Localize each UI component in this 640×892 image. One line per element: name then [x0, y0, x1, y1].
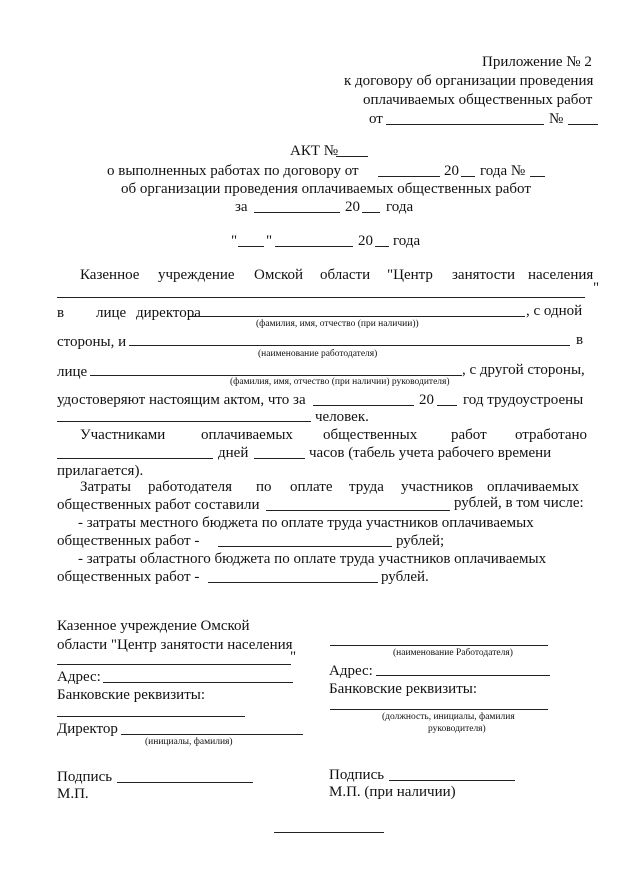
- right-address-blank[interactable]: [376, 675, 550, 676]
- period-blank[interactable]: [313, 405, 414, 406]
- right-signature-label: Подпись: [329, 767, 385, 783]
- left-bank-blank[interactable]: [57, 716, 245, 717]
- date-year-prefix: 20: [358, 233, 373, 249]
- note-fio-head: (фамилия, имя, отчество (при наличии) руководителя): [230, 377, 450, 387]
- p14: - затраты областного бюджета по оплате труда участников оплачиваемых: [78, 551, 547, 567]
- p6-persons: человек.: [315, 409, 369, 425]
- right-bank-blank[interactable]: [330, 709, 548, 710]
- regional-budget-blank[interactable]: [208, 582, 378, 583]
- act-contract-year-blank[interactable]: [461, 176, 475, 177]
- act-period-year-blank[interactable]: [362, 212, 380, 213]
- p1-quote: ": [593, 280, 600, 296]
- left-org-line-1: Казенное учреждение Омской: [57, 618, 250, 634]
- act-period-blank[interactable]: [254, 212, 340, 213]
- p1-word-2: учреждение: [158, 267, 235, 283]
- p10-word-2: работодателя: [148, 479, 233, 495]
- p1-word-5: "Центр: [387, 267, 433, 283]
- hours-blank[interactable]: [254, 458, 305, 459]
- note-employer: (наименование работодателя): [258, 349, 378, 359]
- left-org-quote: ": [290, 649, 297, 665]
- p9: прилагается).: [57, 463, 144, 479]
- p1-word-3: Омской: [254, 267, 304, 283]
- p10-word-7: оплачиваемых: [487, 479, 579, 495]
- p10-word-5: труда: [349, 479, 384, 495]
- left-org-line-2: области "Центр занятости населения: [57, 637, 293, 653]
- closing-divider: [274, 832, 384, 833]
- act-title: АКТ №: [290, 143, 339, 159]
- date-year-blank[interactable]: [375, 246, 389, 247]
- p7-word-4: работ: [451, 427, 487, 443]
- days-blank[interactable]: [57, 458, 213, 459]
- p1-word-6: занятости: [452, 267, 515, 283]
- p11-start: общественных работ составили: [57, 497, 260, 513]
- right-address-label: Адрес:: [329, 663, 373, 679]
- p12: - затраты местного бюджета по оплате труда участников оплачиваемых: [78, 515, 534, 531]
- left-org-blank[interactable]: [57, 664, 291, 665]
- p13-end: рублей;: [396, 533, 445, 549]
- p10-word-1: Затраты: [80, 479, 131, 495]
- appendix-contract-ref: к договору об организации проведения: [344, 73, 594, 89]
- right-signature-blank[interactable]: [389, 780, 515, 781]
- local-budget-blank[interactable]: [218, 546, 392, 547]
- left-stamp: М.П.: [57, 786, 89, 802]
- p2-face: лице: [96, 305, 127, 321]
- p3-end: в: [576, 332, 584, 348]
- right-bank-label: Банковские реквизиты:: [329, 681, 478, 697]
- center-name-blank[interactable]: [57, 297, 585, 298]
- appendix-date-blank[interactable]: [386, 124, 544, 125]
- p4-start: лице: [57, 364, 88, 380]
- p2-director: директора: [136, 305, 201, 321]
- appendix-number-blank[interactable]: [568, 124, 598, 125]
- right-stamp: М.П. (при наличии): [329, 784, 456, 800]
- p10-word-4: оплате: [290, 479, 333, 495]
- p1-word-4: области: [320, 267, 371, 283]
- act-contract-line-start: о выполненных работах по договору от: [107, 163, 359, 179]
- employer-head-blank[interactable]: [90, 375, 462, 376]
- act-contract-number-blank[interactable]: [530, 176, 545, 177]
- left-note-initials: (инициалы, фамилия): [145, 737, 233, 747]
- p7-word-3: общественных: [323, 427, 418, 443]
- p5-year-prefix: 20: [419, 392, 434, 408]
- persons-count-blank[interactable]: [57, 421, 311, 422]
- act-period-year-prefix: 20: [345, 199, 360, 215]
- p5-start: удостоверяют настоящим актом, что за: [57, 392, 306, 408]
- act-contract-year-word: года №: [480, 163, 526, 179]
- date-quote-close: ": [266, 233, 273, 249]
- employer-name-blank[interactable]: [129, 345, 570, 346]
- p5-end: год трудоустроены: [463, 392, 584, 408]
- p11-end: рублей, в том числе:: [454, 495, 584, 511]
- date-month-blank[interactable]: [275, 246, 353, 247]
- p1-word-1: Казенное: [80, 267, 140, 283]
- date-year-word: года: [393, 233, 421, 249]
- right-note-position-1: (должность, инициалы, фамилия: [382, 712, 515, 722]
- act-subject-line: об организации проведения оплачиваемых общественных работ: [121, 181, 531, 197]
- right-note-employer: (наименование Работодателя): [393, 648, 513, 658]
- p15-end: рублей.: [381, 569, 429, 585]
- p7-word-5: отработано: [515, 427, 588, 443]
- p13-start: общественных работ -: [57, 533, 200, 549]
- appendix-from-label: от: [369, 111, 383, 127]
- act-contract-date-blank[interactable]: [378, 176, 440, 177]
- p10-word-3: по: [256, 479, 272, 495]
- director-name-blank[interactable]: [189, 316, 525, 317]
- p7-word-2: оплачиваемых: [201, 427, 293, 443]
- p2-end: , с одной: [526, 303, 583, 319]
- p3-start: стороны, и: [57, 334, 127, 350]
- p4-end: , с другой стороны,: [462, 362, 585, 378]
- appendix-number: Приложение № 2: [482, 54, 592, 70]
- p7-word-1: Участниками: [80, 427, 166, 443]
- total-cost-blank[interactable]: [266, 510, 450, 511]
- left-address-blank[interactable]: [103, 682, 293, 683]
- left-director-blank[interactable]: [121, 734, 303, 735]
- left-signature-label: Подпись: [57, 769, 113, 785]
- p10-word-6: участников: [401, 479, 474, 495]
- p1-word-7: населения: [528, 267, 594, 283]
- act-contract-year-prefix: 20: [444, 163, 459, 179]
- date-day-blank[interactable]: [238, 246, 264, 247]
- left-address-label: Адрес:: [57, 669, 101, 685]
- note-fio: (фамилия, имя, отчество (при наличии)): [256, 319, 419, 329]
- date-quote-open: ": [231, 233, 238, 249]
- appendix-public-works: оплачиваемых общественных работ: [363, 92, 593, 108]
- act-period-year-word: года: [386, 199, 414, 215]
- appendix-num-label: №: [549, 111, 564, 127]
- p8-hours: часов (табель учета рабочего времени: [309, 445, 552, 461]
- p8-days: дней: [218, 445, 249, 461]
- p15-start: общественных работ -: [57, 569, 200, 585]
- p2-in: в: [57, 305, 65, 321]
- act-period-label: за: [235, 199, 248, 215]
- left-bank-label: Банковские реквизиты:: [57, 687, 206, 703]
- right-employer-blank[interactable]: [330, 645, 548, 646]
- left-signature-blank[interactable]: [117, 782, 253, 783]
- act-number-blank[interactable]: [336, 156, 368, 157]
- left-director-label: Директор: [57, 721, 118, 737]
- p5-year-blank[interactable]: [437, 405, 457, 406]
- right-note-position-2: руководителя): [428, 724, 486, 734]
